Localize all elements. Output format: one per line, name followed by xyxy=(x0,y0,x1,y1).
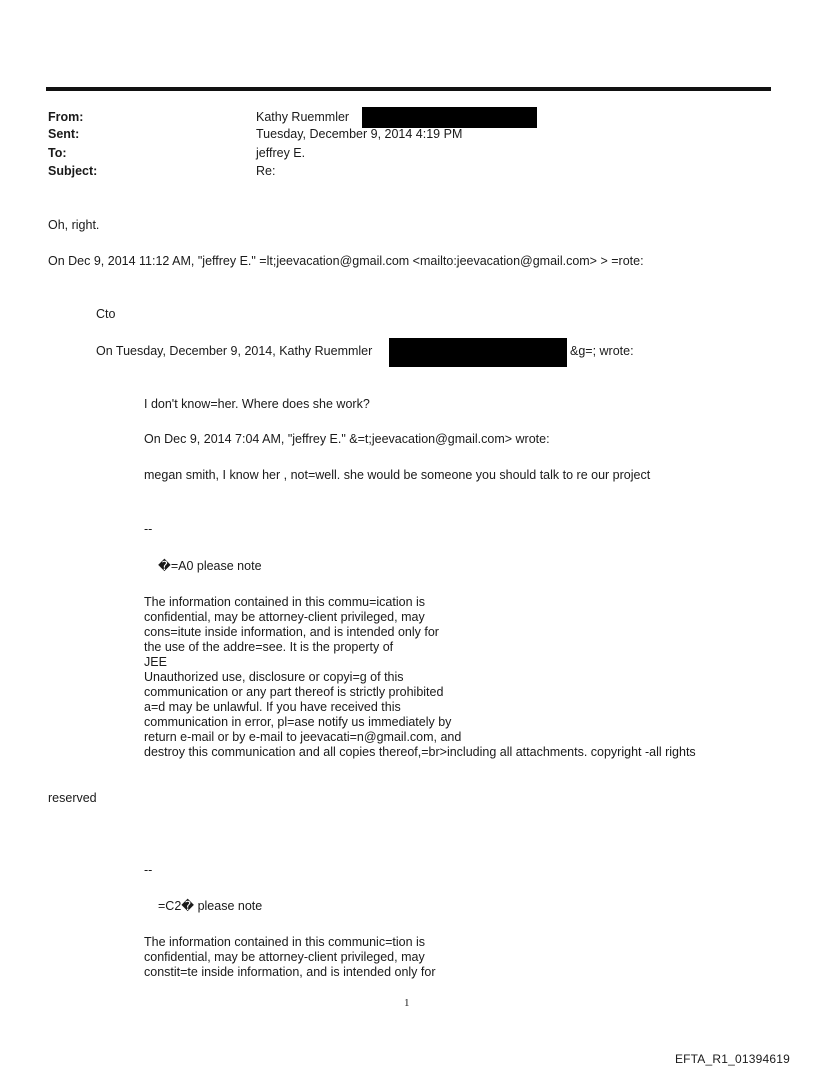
quote1-text: Cto xyxy=(96,307,116,321)
disclaimer-line: cons=itute inside information, and is intended only for xyxy=(144,625,439,639)
signature-note: �=A0 please note xyxy=(158,559,262,573)
disclaimer-line: destroy this communication and all copies thereof,=br>including all attachments. copyright -all rights xyxy=(144,745,696,759)
disclaimer-line: confidential, may be attorney-client privileged, may xyxy=(144,950,425,964)
from-label: From: xyxy=(48,110,84,124)
to-value: jeffrey E. xyxy=(256,146,306,160)
quote3-text: megan smith, I know her , not=well. she would be someone you should talk to re our project xyxy=(144,468,651,482)
page-number: 1 xyxy=(404,997,410,1009)
quote2-attribution-end: &g=; wrote: xyxy=(570,344,634,358)
disclaimer-line: communication or any part thereof is strictly prohibited xyxy=(144,685,444,699)
sent-label: Sent: xyxy=(48,127,80,141)
disclaimer-line: Unauthorized use, disclosure or copyi=g of this xyxy=(144,670,404,684)
redaction-box xyxy=(389,338,567,367)
disclaimer-line: The information contained in this communic=tion is xyxy=(144,935,426,949)
redaction-box xyxy=(362,107,537,128)
from-value: Kathy Ruemmler xyxy=(256,110,350,124)
signature-note: =C2� please note xyxy=(158,899,263,913)
subject-value: Re: xyxy=(256,164,276,178)
quote2-text: I don't know=her. Where does she work? xyxy=(144,397,370,411)
disclaimer-paragraph xyxy=(144,935,436,980)
to-label: To: xyxy=(48,146,67,160)
subject-label: Subject: xyxy=(48,164,98,178)
disclaimer-line: The information contained in this commu=ication is xyxy=(144,595,426,609)
quote1-attribution: On Dec 9, 2014 11:12 AM, "jeffrey E." =lt;jeevacation@gmail.com <mailto:jeevacation@gmail.com> > =rote: xyxy=(48,254,644,268)
disclaimer-line: return e-mail or by e-mail to jeevacati=n@gmail.com, and xyxy=(144,730,462,744)
disclaimer-line: communication in error, pl=ase notify us immediately by xyxy=(144,715,452,729)
disclaimer-line: JEE xyxy=(144,655,167,669)
disclaimer-line: the use of the addre=see. It is the property of xyxy=(144,640,394,654)
header-rule xyxy=(46,87,771,91)
disclaimer-paragraph xyxy=(144,595,696,760)
disclaimer-line: confidential, may be attorney-client privileged, may xyxy=(144,610,425,624)
disclaimer-wrap: reserved xyxy=(48,791,97,805)
signature-dashes: -- xyxy=(144,863,153,877)
disclaimer-line: a=d may be unlawful. If you have received this xyxy=(144,700,401,714)
reply-text: Oh, right. xyxy=(48,218,100,232)
quote3-attribution: On Dec 9, 2014 7:04 AM, "jeffrey E." &=t;jeevacation@gmail.com> wrote: xyxy=(144,432,550,446)
signature-dashes: -- xyxy=(144,522,153,536)
sent-value: Tuesday, December 9, 2014 4:19 PM xyxy=(256,127,463,141)
quote2-attribution-start: On Tuesday, December 9, 2014, Kathy Ruemmler xyxy=(96,344,373,358)
disclaimer-line: constit=te inside information, and is intended only for xyxy=(144,965,436,979)
document-id: EFTA_R1_01394619 xyxy=(674,1052,790,1066)
